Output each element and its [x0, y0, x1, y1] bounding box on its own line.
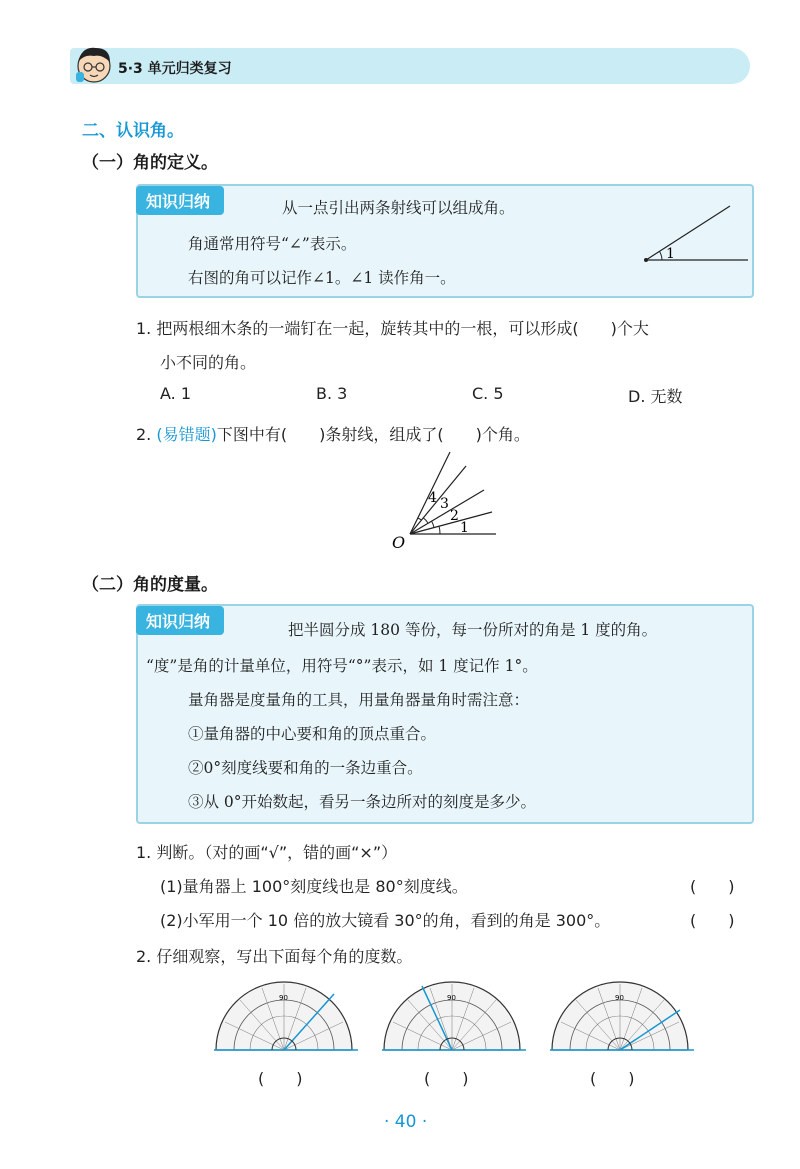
- answer-bracket[interactable]: ( ): [590, 1069, 635, 1088]
- page-number: · 40 ·: [384, 1112, 428, 1132]
- angle-label: 2: [450, 508, 459, 524]
- vertex-label: O: [392, 533, 406, 552]
- knowledge-tag: 知识归纳: [136, 186, 224, 215]
- header-title: 5·3 单元归类复习: [118, 61, 232, 77]
- judge-item-1: (1)量角器上 100°刻度线也是 80°刻度线。: [160, 877, 468, 896]
- knowledge-line: ③从 0°开始数起，看另一条边所对的刻度是多少。: [188, 793, 537, 811]
- knowledge-line: ①量角器的中心要和角的顶点重合。: [188, 725, 437, 743]
- question-text: 1. 把两根细木条的一端钉在一起，旋转其中的一根，可以形成( )个大: [136, 319, 649, 338]
- subsection-title-measure: （二）角的度量。: [82, 575, 218, 595]
- answer-bracket[interactable]: ( ): [690, 911, 735, 930]
- protractor-3: [546, 980, 696, 1056]
- angle-figure: [640, 196, 750, 268]
- question-text: 下图中有( )条射线，组成了( )个角。: [216, 425, 530, 444]
- knowledge-line: 把半圆分成 180 等份，每一份所对的角是 1 度的角。: [288, 621, 658, 639]
- knowledge-line: 角通常用符号“∠”表示。: [188, 235, 357, 253]
- angle-label: 4: [428, 490, 437, 506]
- angle-label: 3: [440, 496, 449, 512]
- scale-label: 90: [279, 994, 288, 1002]
- answer-bracket[interactable]: ( ): [690, 877, 735, 896]
- protractor-2: [378, 980, 528, 1056]
- judge-item-2: (2)小军用一个 10 倍的放大镜看 30°的角，看到的角是 300°。: [160, 911, 611, 930]
- angle-label: 1: [666, 246, 675, 262]
- cartoon-boy-icon: [72, 42, 116, 86]
- scale-label: 90: [615, 994, 624, 1002]
- hint-label: (易错题): [156, 425, 217, 444]
- question-text: 1. 判断。（对的画“√”，错的画“×”）: [136, 843, 398, 862]
- scale-label: 90: [447, 994, 456, 1002]
- question-text: 2. 仔细观察，写出下面每个角的度数。: [136, 947, 413, 966]
- section-title: 二、认识角。: [82, 121, 184, 141]
- subsection-title-definition: （一）角的定义。: [82, 153, 218, 173]
- answer-bracket[interactable]: ( ): [424, 1069, 469, 1088]
- angle-label: 1: [460, 520, 469, 536]
- option-a[interactable]: A. 1: [160, 384, 192, 403]
- option-d[interactable]: D. 无数: [628, 387, 683, 406]
- knowledge-line: 量角器是度量角的工具，用量角器量角时需注意：: [188, 691, 530, 709]
- question-number: 2.: [136, 425, 152, 444]
- knowledge-line: 从一点引出两条射线可以组成角。: [282, 199, 515, 217]
- option-b[interactable]: B. 3: [316, 384, 348, 403]
- question-text: 小不同的角。: [160, 353, 257, 372]
- option-c[interactable]: C. 5: [472, 384, 504, 403]
- knowledge-line: ②0°刻度线要和角的一条边重合。: [188, 759, 423, 777]
- protractor-1: [210, 980, 360, 1056]
- answer-bracket[interactable]: ( ): [258, 1069, 303, 1088]
- rays-figure: [388, 448, 508, 552]
- knowledge-line: 右图的角可以记作∠1。∠1 读作角一。: [188, 269, 456, 287]
- knowledge-tag: 知识归纳: [136, 606, 224, 635]
- knowledge-line: “度”是角的计量单位，用符号“°”表示，如 1 度记作 1°。: [146, 657, 538, 675]
